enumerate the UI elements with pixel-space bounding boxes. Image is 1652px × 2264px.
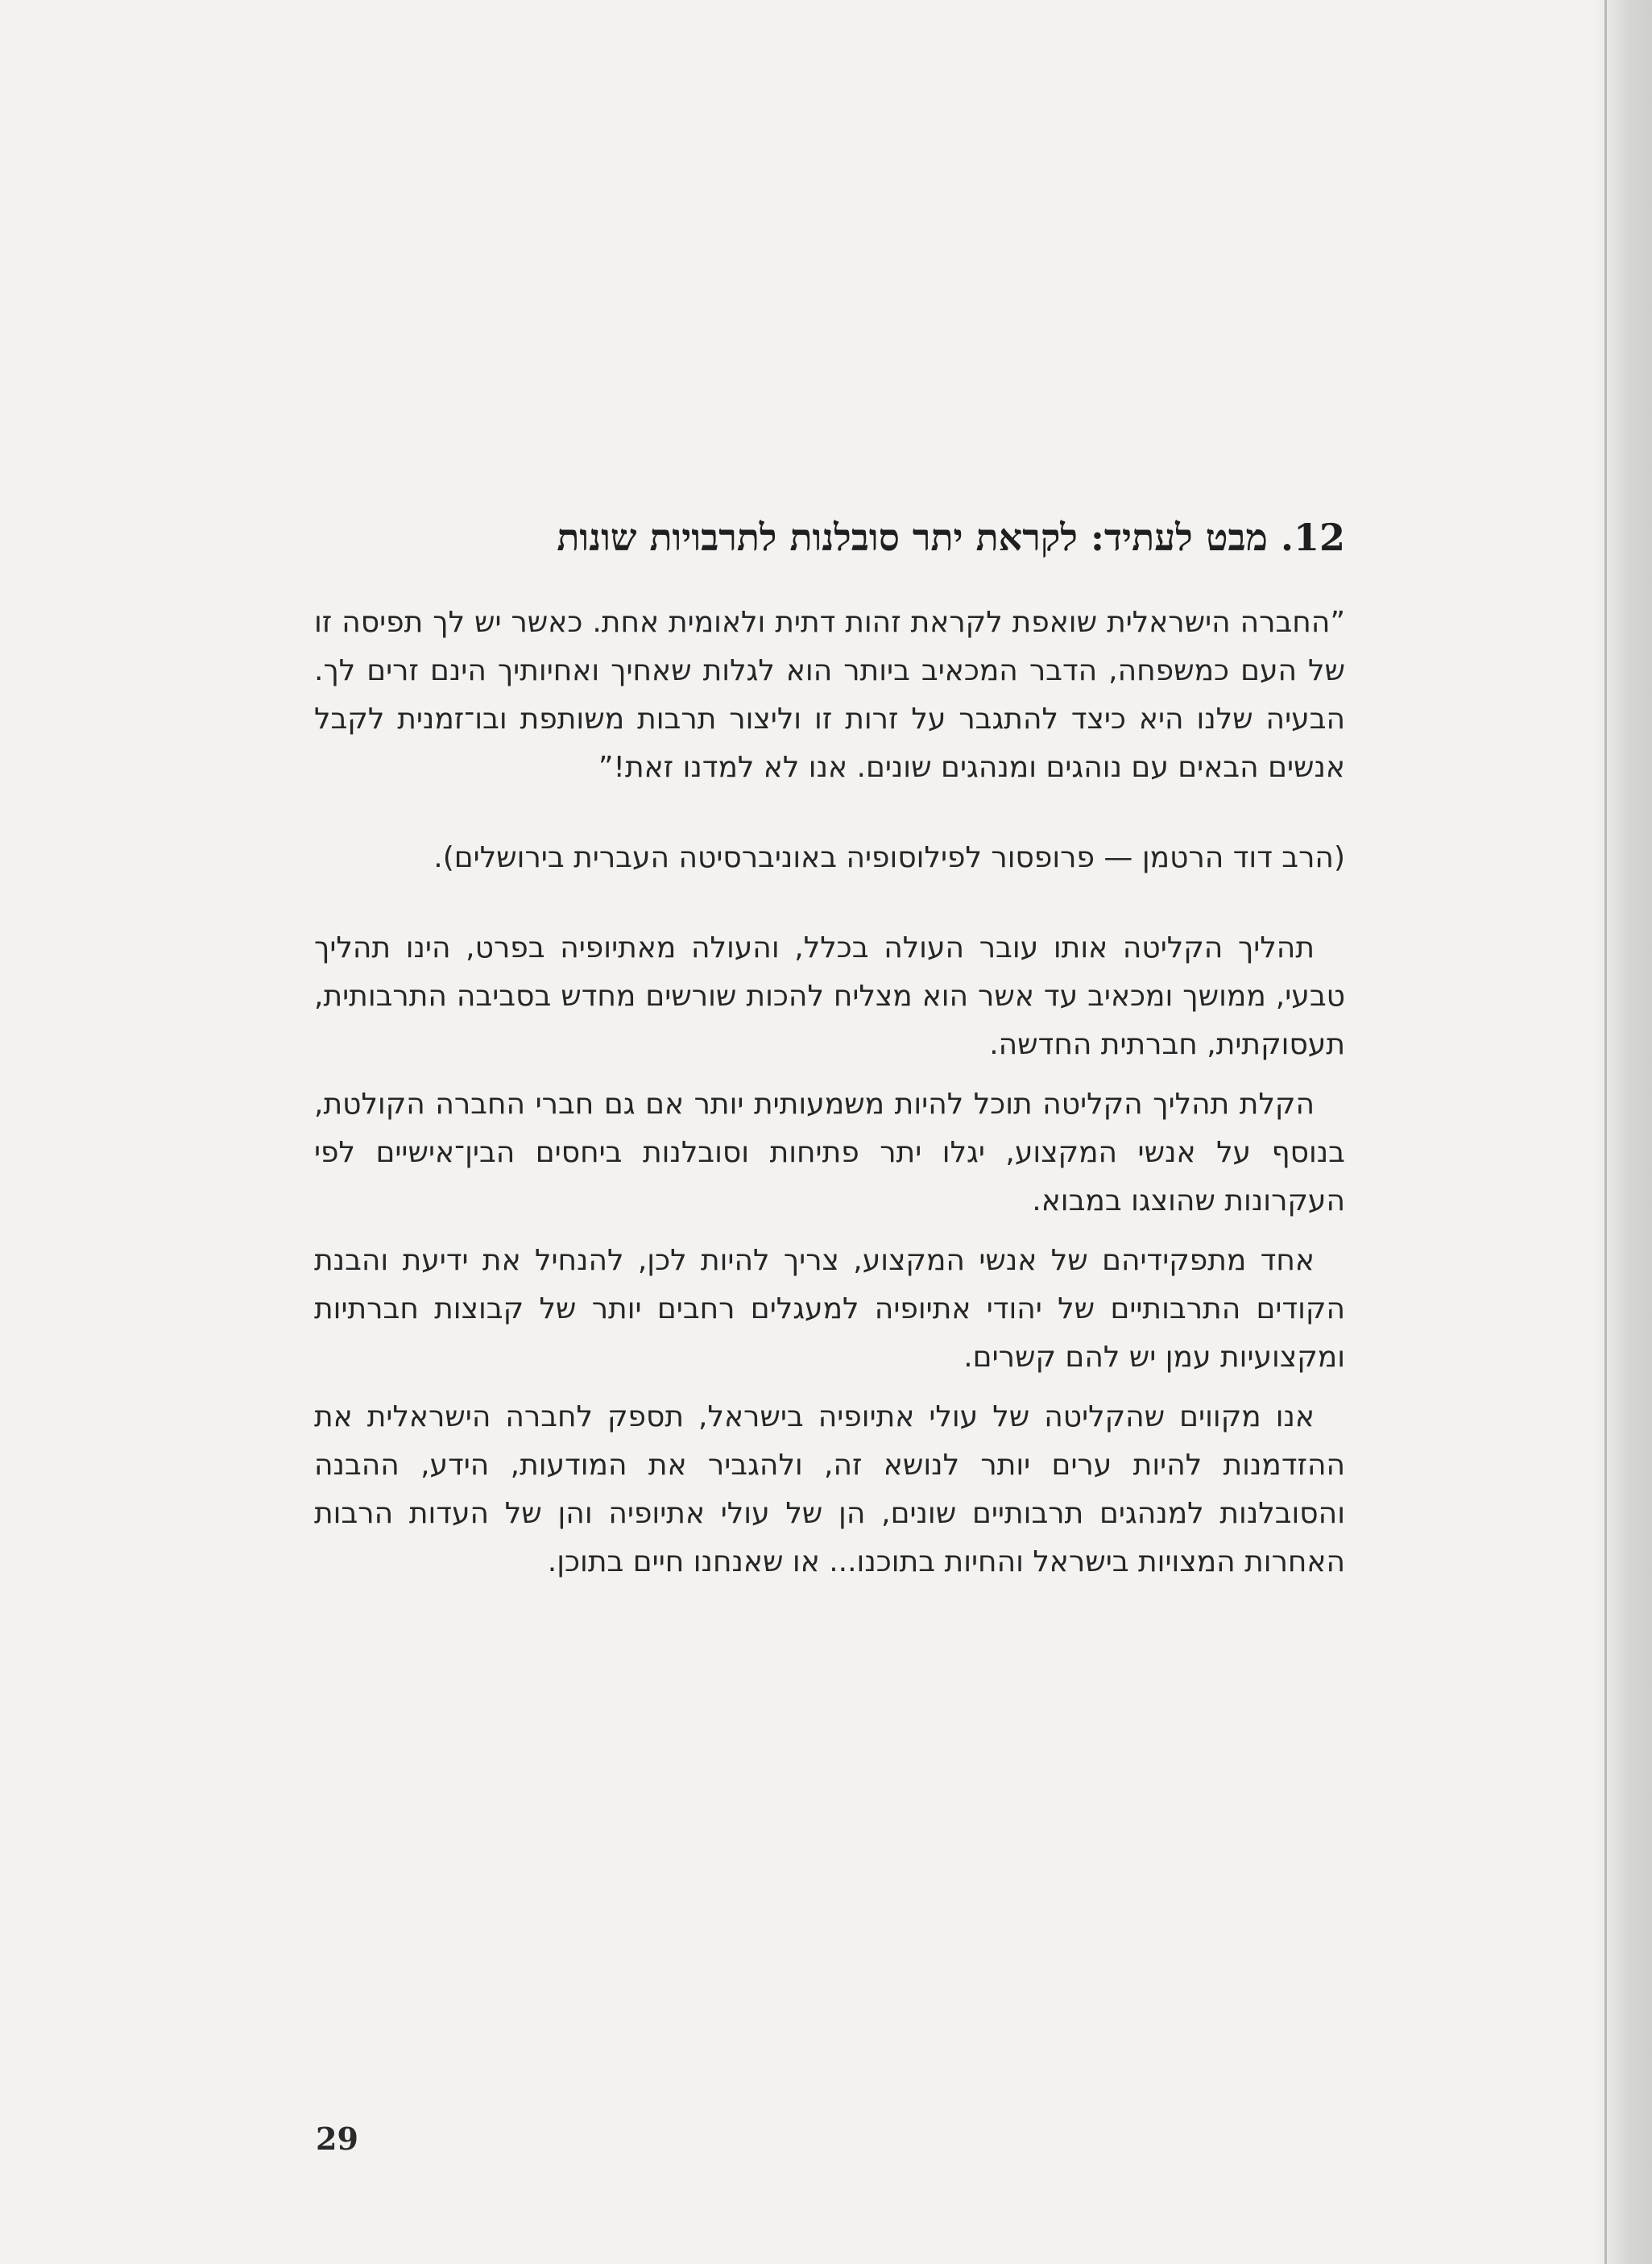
page-content xyxy=(314,516,1345,1586)
paragraph-professionals-role: אחד מתפקידיהם של אנשי המקצוע, צריך להיות לכן, להנחיל את ידיעת והבנת הקודים התרבותיים של יהודי אתיופיה למעגלים רחבים יותר של קבוצות חברתיות ומקצועיות עמן יש להם קשרים. xyxy=(314,1244,1345,1375)
page-number: 29 xyxy=(316,2121,358,2157)
quote-attribution: (הרב דוד הרטמן — פרופסור לפילוסופיה באוניברסיטה העברית בירושלים). xyxy=(433,841,1345,875)
paragraph-absorption-process: תהליך הקליטה אותו עובר העולה בכלל, והעולה מאתיופיה בפרט, הינו תהליך טבעי, ממושך ומכאיב עד אשר הוא מצליח להכות שורשים מחדש בסביבה התרבותית, תעסוקתית, חברתית החדשה. xyxy=(314,931,1345,1062)
paragraph-host-society: הקלת תהליך הקליטה תוכל להיות משמעותית יותר אם גם חברי החברה הקולטת, בנוסף על אנשי המקצוע, יגלו יתר פתיחות וסובלנות ביחסים הבין־אישיים לפי העקרונות שהוצגו במבוא. xyxy=(314,1088,1345,1218)
paragraph-hope: אנו מקווים שהקליטה של עולי אתיופיה בישראל, תספק לחברה הישראלית את ההזדמנות להיות ערים יותר לנושא זה, ולהגביר את המודעות, הידע, ההבנה והסובלנות למנהגים תרבותיים שונים, הן של עולי אתיופיה והן של העדות הרבות האחרות המצויות בישראל והחיות בתוכנו... או שאנחנו חיים בתוכן. xyxy=(314,1400,1345,1579)
page-edge-line xyxy=(1604,0,1607,2264)
opening-quote: ”החברה הישראלית שואפת לקראת זהות דתית ולאומית אחת. כאשר יש לך תפיסה זו של העם כמשפחה, הדבר המכאיב ביותר הוא לגלות שאחיך ואחיותיך הינם זרים לך. הבעיה שלנו היא כיצד להתגבר על זרות זו וליצור תרבות משותפת ובו־זמנית לקבל אנשים הבאים עם נוהגים ומנהגים שונים. אנו לא למדנו זאת!” xyxy=(314,606,1345,785)
section-title: 12. מבט לעתיד: לקראת יתר סובלנות לתרבויות שונות xyxy=(557,516,1345,559)
